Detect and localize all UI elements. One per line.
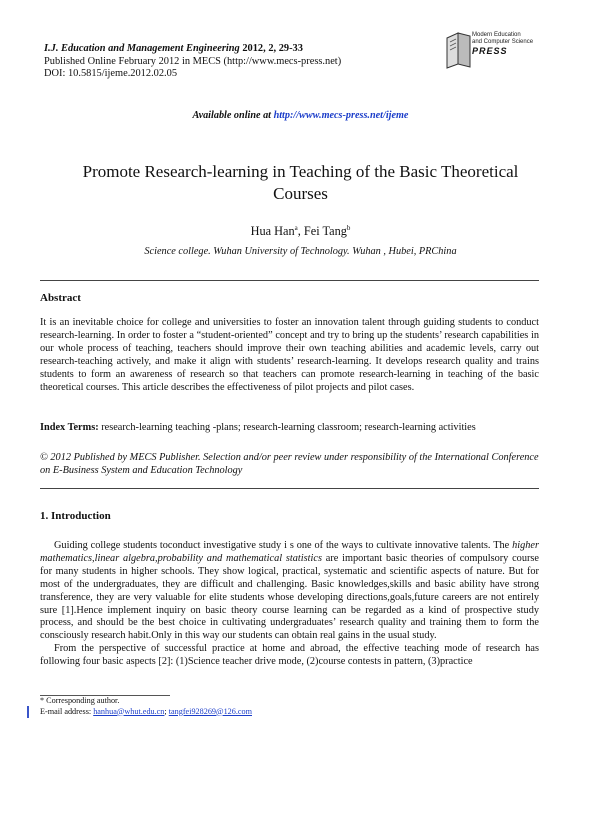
index-terms — [40, 422, 539, 433]
book-icon — [444, 30, 474, 70]
logo-press: PRESS — [472, 46, 508, 56]
index-terms-label: Index Terms: — [40, 422, 99, 433]
intro-paragraph-1: Guiding college students toconduct investigative study i s one of the ways to cultivate innovative talents. The higher mathematics,linear algebra,probability and mathematical statistics are important basic theories of compulsory course for many students in higher schools. They show logical, practical, systematic and scientific aspects of nature. But for most of the undergraduates, they are difficult and challenging. Basic knowledges,skills and basic ability have strong transference, they are very valuable for elite students whose developing directions,goals,future careers are not entirely sure [1].Hence implement inquiry on basic theory course learning can be regarded as a kind of prospective study process, and should be the best choice in cultivating undergraduates’ research quality and training them to form the consciously research habit.Only in this way our students can obtain real gains in the usual study. — [40, 540, 539, 642]
email-link-1[interactable]: hanhua@whut.edu.cn — [93, 706, 165, 716]
intro-body — [40, 540, 539, 669]
abstract-heading: Abstract — [40, 292, 81, 304]
doi-line: DOI: 10.5815/ijeme.2012.02.05 — [44, 68, 178, 79]
index-terms-text: research-learning teaching -plans; research-learning classroom; research-learning activities — [98, 422, 476, 433]
authors: Hua Han$^a$, Fei Tang$^b$ — [250, 224, 351, 239]
journal-issue: 2012, 2, 29-33 — [242, 43, 303, 54]
corresponding-author: * Corresponding author. — [40, 696, 120, 705]
journal-url-link[interactable]: http://www.mecs-press.net/ijeme — [273, 110, 409, 121]
available-online: Available online at http://www.mecs-press.net/ijeme — [192, 110, 409, 121]
published-line: Published Online February 2012 in MECS (http://www.mecs-press.net) — [44, 55, 342, 67]
email-line: E-mail address: hanhua@whut.edu.cn; tangfei928269@126.com — [40, 706, 252, 716]
affiliation: Science college. Wuhan University of Technology. Wuhan , Hubei, PRChina — [144, 246, 457, 257]
author-2: Fei Tang — [303, 224, 347, 239]
journal-name: I.J. Education and Management Engineering — [44, 43, 240, 54]
copyright-notice: © 2012 Published by MECS Publisher. Selection and/or peer review under responsibility of the International Conference on E-Business System and Education Technology — [40, 452, 539, 476]
intro-heading: 1. Introduction — [40, 510, 111, 522]
author-1: Hua Han — [250, 224, 295, 239]
intro-paragraph-2: From the perspective of successful practice at home and abroad, the effective teaching mode of research has following four basic aspects [2]: (1)Science teacher drive mode, (2)course contests in pattern, (3)practice — [40, 643, 539, 668]
divider-top — [40, 280, 539, 281]
logo-text: Modern Education and Computer Science — [472, 32, 534, 45]
margin-marker — [27, 706, 29, 718]
paper-title: Promote Research-learning in Teaching of the Basic Theoretical Courses — [82, 162, 519, 203]
journal-header — [44, 43, 341, 81]
email-link-2[interactable]: tangfei928269@126.com — [168, 706, 252, 716]
publisher-logo — [444, 26, 554, 84]
divider-bottom — [40, 488, 539, 489]
abstract-text: It is an inevitable choice for college and universities to foster an innovation talent through guiding students to conduct research-learning. In order to foster a “student-oriented” concept and try to bring up the students’ research capabilities in our whole process of teaching, teachers should improve their own teaching abilities and academic levels, carry out research-teaching actively, and make it align with students’ research-learning. It develops research quality and trains students to form an awareness of research so that teachers can promote research-learning in teaching of the basic theoretical courses. This article describes the effectiveness of pilot projects and pilot cases. — [40, 317, 539, 393]
footnote — [40, 696, 252, 717]
